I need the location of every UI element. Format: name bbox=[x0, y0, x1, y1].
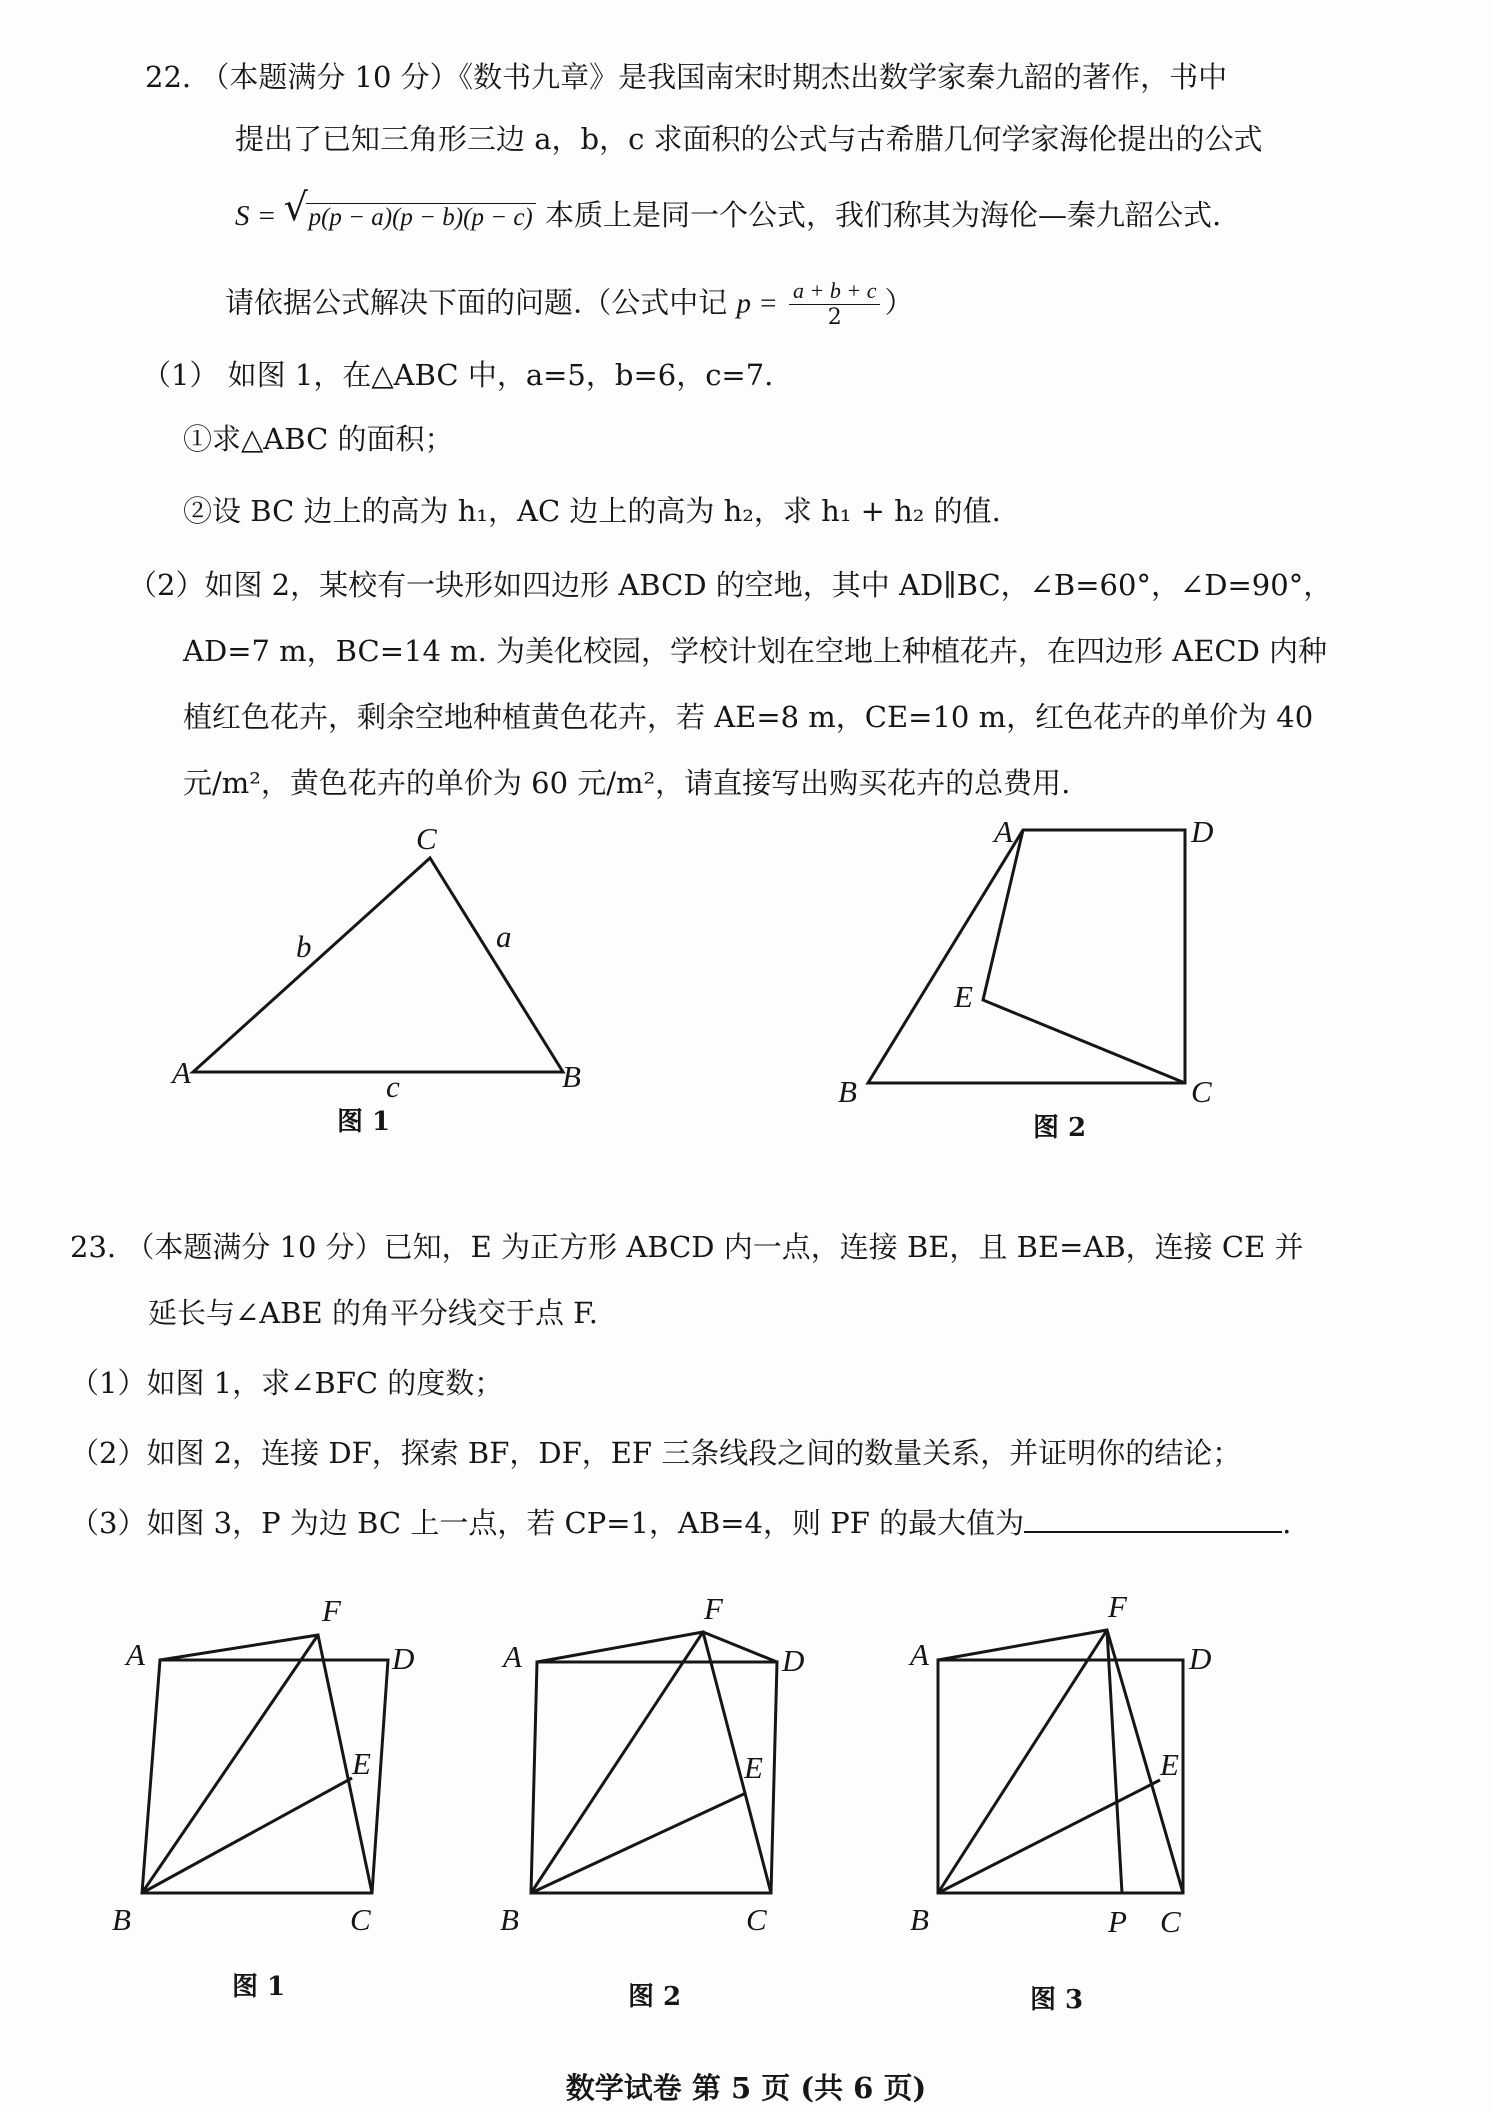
label-B: B bbox=[562, 1059, 581, 1094]
note-after: ） bbox=[884, 285, 914, 320]
figure-1-caption: 图 1 bbox=[232, 1972, 286, 2002]
q22-line-1: 22. （本题满分 10 分）《数书九章》是我国南宋时期杰出数学家秦九韶的著作，书中 bbox=[145, 60, 1228, 94]
label-E: E bbox=[352, 1746, 371, 1781]
segment-be bbox=[938, 1780, 1160, 1893]
q22-figure-1 bbox=[170, 821, 581, 1137]
label-c: c bbox=[386, 1069, 400, 1104]
label-A: A bbox=[126, 1637, 145, 1672]
q23-figures bbox=[0, 1560, 1492, 2040]
label-F: F bbox=[704, 1591, 723, 1626]
label-E: E bbox=[954, 979, 973, 1014]
q23-figure-3 bbox=[908, 1589, 1211, 2015]
label-B: B bbox=[910, 1902, 929, 1937]
square-abcd bbox=[938, 1660, 1183, 1893]
part3-text: （3）如图 3，P 为边 BC 上一点，若 CP=1，AB=4，则 PF 的最大值为 bbox=[70, 1506, 1025, 1540]
label-C: C bbox=[1191, 1074, 1212, 1109]
q22-part2-line-2: AD=7 m，BC=14 m. 为美化校园，学校计划在空地上种植花卉，在四边形 AECD 内种 bbox=[183, 634, 1328, 668]
figure-2-caption: 图 2 bbox=[628, 1982, 682, 2012]
page-footer: 数学试卷 第 5 页 (共 6 页) bbox=[565, 2071, 927, 2105]
label-C: C bbox=[1160, 1904, 1181, 1939]
q22-part2-line-4: 元/m²，黄色花卉的单价为 60 元/m²，请直接写出购买花卉的总费用. bbox=[183, 766, 1071, 800]
label-B: B bbox=[838, 1074, 857, 1109]
q23-part3 bbox=[70, 1504, 1291, 1542]
label-D: D bbox=[392, 1641, 415, 1676]
q22-part2-line-3: 植红色花卉，剩余空地种植黄色花卉，若 AE=8 m，CE=10 m，红色花卉的单价为 40 bbox=[183, 700, 1314, 734]
label-a: a bbox=[496, 919, 512, 954]
label-C: C bbox=[746, 1902, 767, 1937]
triangle-abc bbox=[193, 858, 563, 1072]
label-E: E bbox=[1160, 1747, 1179, 1782]
label-D: D bbox=[1191, 814, 1214, 849]
label-D: D bbox=[1189, 1641, 1212, 1676]
formula-radicand: p(p − a)(p − b)(p − c) bbox=[306, 203, 536, 231]
q22-figure-2 bbox=[838, 814, 1213, 1143]
quadrilateral-abcd bbox=[868, 830, 1185, 1083]
formula-after: 本质上是同一个公式，我们称其为海伦—秦九韶公式. bbox=[535, 198, 1222, 232]
q22-part2-line-1: （2）如图 2，某校有一块形如四边形 ABCD 的空地，其中 AD∥BC，∠B=60°，∠D=90°， bbox=[128, 568, 1333, 602]
figure-3-caption: 图 3 bbox=[1030, 1985, 1084, 2015]
segments-ae-ec bbox=[983, 830, 1185, 1083]
label-C: C bbox=[350, 1902, 371, 1937]
q23-line-2: 延长与∠ABE 的角平分线交于点 F. bbox=[148, 1296, 598, 1330]
label-A: A bbox=[994, 814, 1013, 849]
label-B: B bbox=[500, 1902, 519, 1937]
formula-lhs: S = bbox=[235, 200, 284, 232]
figure-1-caption: 图 1 bbox=[337, 1107, 391, 1137]
q22-part1-a: ①求△ABC 的面积； bbox=[183, 422, 454, 456]
fraction-numerator: a + b + c bbox=[789, 278, 880, 305]
sqrt-expression: √ p(p − a)(p − b)(p − c) bbox=[284, 198, 536, 237]
answer-blank bbox=[1024, 1505, 1282, 1533]
segments-af-fc bbox=[537, 1632, 771, 1893]
q22-part1-b: ②设 BC 边上的高为 h₁，AC 边上的高为 h₂，求 h₁ + h₂ 的值. bbox=[183, 494, 1001, 528]
label-F: F bbox=[1108, 1589, 1127, 1624]
segments-af-fc bbox=[938, 1630, 1183, 1893]
segment-be bbox=[142, 1778, 352, 1893]
segment-bf bbox=[938, 1630, 1107, 1893]
q23-figure-1 bbox=[112, 1593, 414, 2002]
label-A: A bbox=[503, 1639, 522, 1674]
part3-end: . bbox=[1282, 1506, 1292, 1540]
segment-bf bbox=[142, 1635, 318, 1893]
label-F: F bbox=[322, 1593, 341, 1628]
segment-fd bbox=[703, 1632, 777, 1662]
q23-part1: （1）如图 1，求∠BFC 的度数； bbox=[70, 1366, 504, 1400]
note-before: 请依据公式解决下面的问题.（公式中记 bbox=[225, 285, 737, 320]
label-b: b bbox=[296, 929, 312, 964]
label-A: A bbox=[910, 1637, 929, 1672]
q23-part2: （2）如图 2，连接 DF，探索 BF，DF，EF 三条线段之间的数量关系，并证明你的结论； bbox=[70, 1436, 1242, 1470]
label-B: B bbox=[112, 1902, 131, 1937]
figure-2-caption: 图 2 bbox=[1033, 1113, 1087, 1143]
label-P: P bbox=[1108, 1904, 1127, 1939]
q22-part1: （1） 如图 1，在△ABC 中，a=5，b=6，c=7. bbox=[142, 358, 774, 392]
label-A: A bbox=[172, 1055, 191, 1090]
q23-line-1: 23. （本题满分 10 分）已知，E 为正方形 ABCD 内一点，连接 BE，且 BE=AB，连接 CE 并 bbox=[70, 1230, 1304, 1264]
fraction-denominator: 2 bbox=[827, 305, 842, 330]
q22-line-2: 提出了已知三角形三边 a，b，c 求面积的公式与古希腊几何学家海伦提出的公式 bbox=[235, 122, 1263, 156]
label-D: D bbox=[782, 1643, 805, 1678]
label-E: E bbox=[744, 1750, 763, 1785]
q23-figure-2 bbox=[500, 1591, 804, 2012]
label-C: C bbox=[416, 821, 437, 856]
segments-af-fc bbox=[160, 1635, 372, 1893]
note-var: p = bbox=[736, 287, 786, 320]
